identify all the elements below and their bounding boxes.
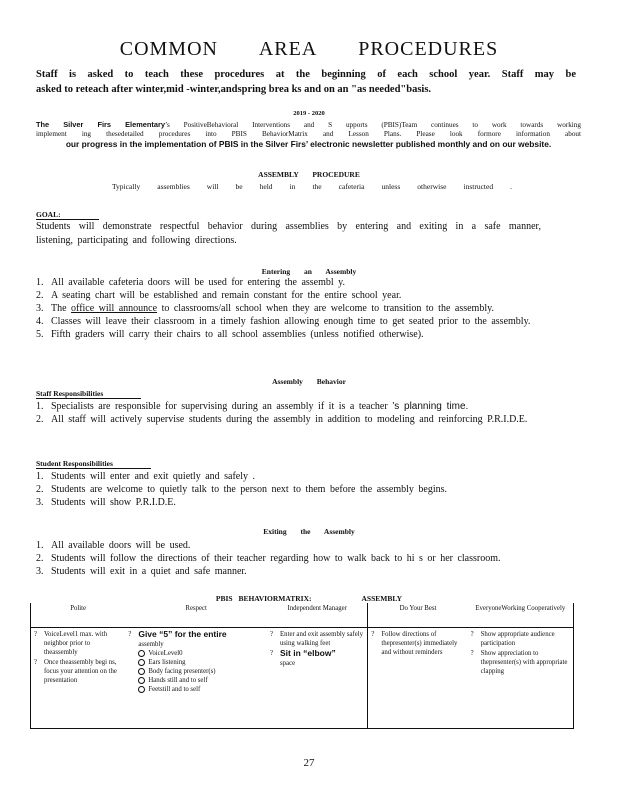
- list-item: 5. Fifth graders will carry their chairs to all school assemblies (unless notified otherwise).: [36, 329, 424, 340]
- independent-manager-cell: [267, 628, 368, 729]
- column-header: Do Your Best: [368, 603, 468, 628]
- sub-item: Hands still and to self: [138, 676, 264, 685]
- behavior-heading: Assembly Behavior: [272, 377, 346, 386]
- column-header: Independent Manager: [267, 603, 368, 628]
- goal-label: GOAL:: [36, 210, 99, 220]
- column-header: EveryoneWorking Cooperatively: [468, 603, 574, 628]
- entering-list: [36, 276, 546, 341]
- column-header: Polite: [31, 603, 126, 628]
- list-item: 3. Students will exit in a quiet and safe manner.: [36, 566, 247, 577]
- list-item: 1. Students will enter and exit quietly and safely .: [36, 471, 256, 482]
- student-list: [36, 470, 546, 509]
- newsletter-line: our progress in the implementation of PBIS in the Silver Firs’ electronic newsletter published monthly and on our website.: [65, 139, 552, 149]
- circle-bullet-icon: [138, 650, 145, 657]
- table-row: [31, 628, 574, 729]
- newsletter-paragraph: [36, 120, 581, 149]
- list-item: ? Sit in “elbow” space: [270, 648, 336, 667]
- list-item: 1. All available doors will be used.: [36, 540, 191, 551]
- page-number: 27: [303, 757, 315, 769]
- matrix-title-right: ASSEMBLY: [361, 594, 403, 603]
- goal-line: listening, participating and following directions.: [36, 235, 237, 246]
- sub-item: Feetstill and to self: [138, 685, 264, 694]
- intro-line: Staff is asked to teach these procedures at the beginning of each school year. Staff may be: [36, 69, 576, 80]
- entering-heading: Entering an Assembly: [261, 267, 357, 276]
- page-title: COMMON AREA PROCEDURES: [119, 38, 499, 60]
- list-item: ? Show appreciation to thepresenter(s) with appropriate clapping: [470, 650, 568, 675]
- behavior-matrix-table: [30, 603, 574, 729]
- polite-cell: [31, 628, 126, 729]
- staff-list: [36, 400, 546, 426]
- newsletter-line: implement ing thesedetailed procedures into PBIS BehaviorMatrix and Lesson Plans. Please look formore information about: [36, 130, 581, 138]
- list-item: 1. Specialists are responsible for supervising during an assembly if it is a teacher ’s planning time.: [36, 401, 469, 412]
- assembly-procedure-heading: ASSEMBLY PROCEDURE: [258, 170, 360, 179]
- exiting-list: [36, 539, 546, 578]
- intro-paragraph: [36, 67, 576, 97]
- student-responsibilities-label: Student Responsibilities: [36, 459, 151, 469]
- underlined-phrase: office will announce: [71, 303, 158, 314]
- list-item: 1. All available cafeteria doors will be used for entering the assembl y.: [36, 277, 346, 288]
- list-item: ? Give “5” for the entire assembly VoiceLevel0 Ears listening Body facing presenter(s) Hands still and to self Feetstill and to self: [128, 630, 264, 694]
- list-item: ? Once theassembly begi ns, focus your attention on the presentation: [34, 659, 117, 684]
- newsletter-line-rest: ’s PositiveBehavioral Interventions and S upports (PBIS)Team continues to work towards working: [164, 121, 581, 129]
- school-year: 2019 - 2020: [293, 110, 325, 117]
- newsletter-line: [36, 120, 581, 130]
- list-item: 2. All staff will actively supervise students during the assembly in addition to modeling and reinforcing P.R.I.D.E.: [36, 414, 528, 425]
- table-header-row: [31, 603, 574, 628]
- list-item: 3. The office will announce to classrooms/all school when they are welcome to transition to the assembly.: [36, 303, 494, 314]
- list-item: ? Enter and exit assembly safely using walking feet: [270, 631, 364, 647]
- list-item: 2. A seating chart will be established and remain constant for the entire school year.: [36, 290, 402, 301]
- circle-bullet-icon: [138, 677, 145, 684]
- list-item: ? Follow directions of thepresenter(s) immediately and without reminders: [371, 631, 458, 656]
- matrix-title: [0, 594, 618, 603]
- school-name: The Silver Firs Elementary: [36, 120, 165, 129]
- list-item: 2. Students are welcome to quietly talk to the person next to them before the assembly begins.: [36, 484, 448, 495]
- circle-bullet-icon: [138, 659, 145, 666]
- circle-bullet-icon: [138, 668, 145, 675]
- matrix-title-left: PBIS BEHAVIORMATRIX:: [215, 594, 312, 603]
- list-item: ? VoiceLevel1 max. with neighbor prior to theassembly: [34, 631, 108, 656]
- exiting-heading: Exiting the Assembly: [263, 527, 355, 536]
- sub-item: Body facing presenter(s): [138, 667, 264, 676]
- respect-cell: [125, 628, 267, 729]
- goal-line: Students will demonstrate respectful behavior during assemblies by entering and exiting in a safe manner,: [36, 221, 541, 232]
- location-note: Typically assemblies will be held in the cafeteria unless otherwise instructed .: [112, 182, 512, 191]
- do-your-best-cell: [368, 628, 468, 729]
- list-item: 4. Classes will leave their classroom in a timely fashion allowing enough time to get seated prior to the assembly.: [36, 316, 531, 327]
- intro-line: asked to reteach after winter,mid -winter,andspring brea ks and on an "as needed"basis.: [36, 84, 432, 95]
- column-header: Respect: [125, 603, 267, 628]
- sub-item: Ears listening: [138, 658, 264, 667]
- list-item: 2. Students will follow the directions of their teacher regarding how to walk back to hi s or her classroom.: [36, 553, 501, 564]
- staff-responsibilities-label: Staff Responsibilities: [36, 389, 141, 399]
- circle-bullet-icon: [138, 686, 145, 693]
- sub-item: VoiceLevel0: [138, 649, 264, 658]
- everyone-working-cell: [468, 628, 574, 729]
- list-item: 3. Students will show P.R.I.D.E.: [36, 497, 176, 508]
- list-item: ? Show appropriate audience participation: [470, 631, 555, 647]
- goal-text: [36, 220, 541, 248]
